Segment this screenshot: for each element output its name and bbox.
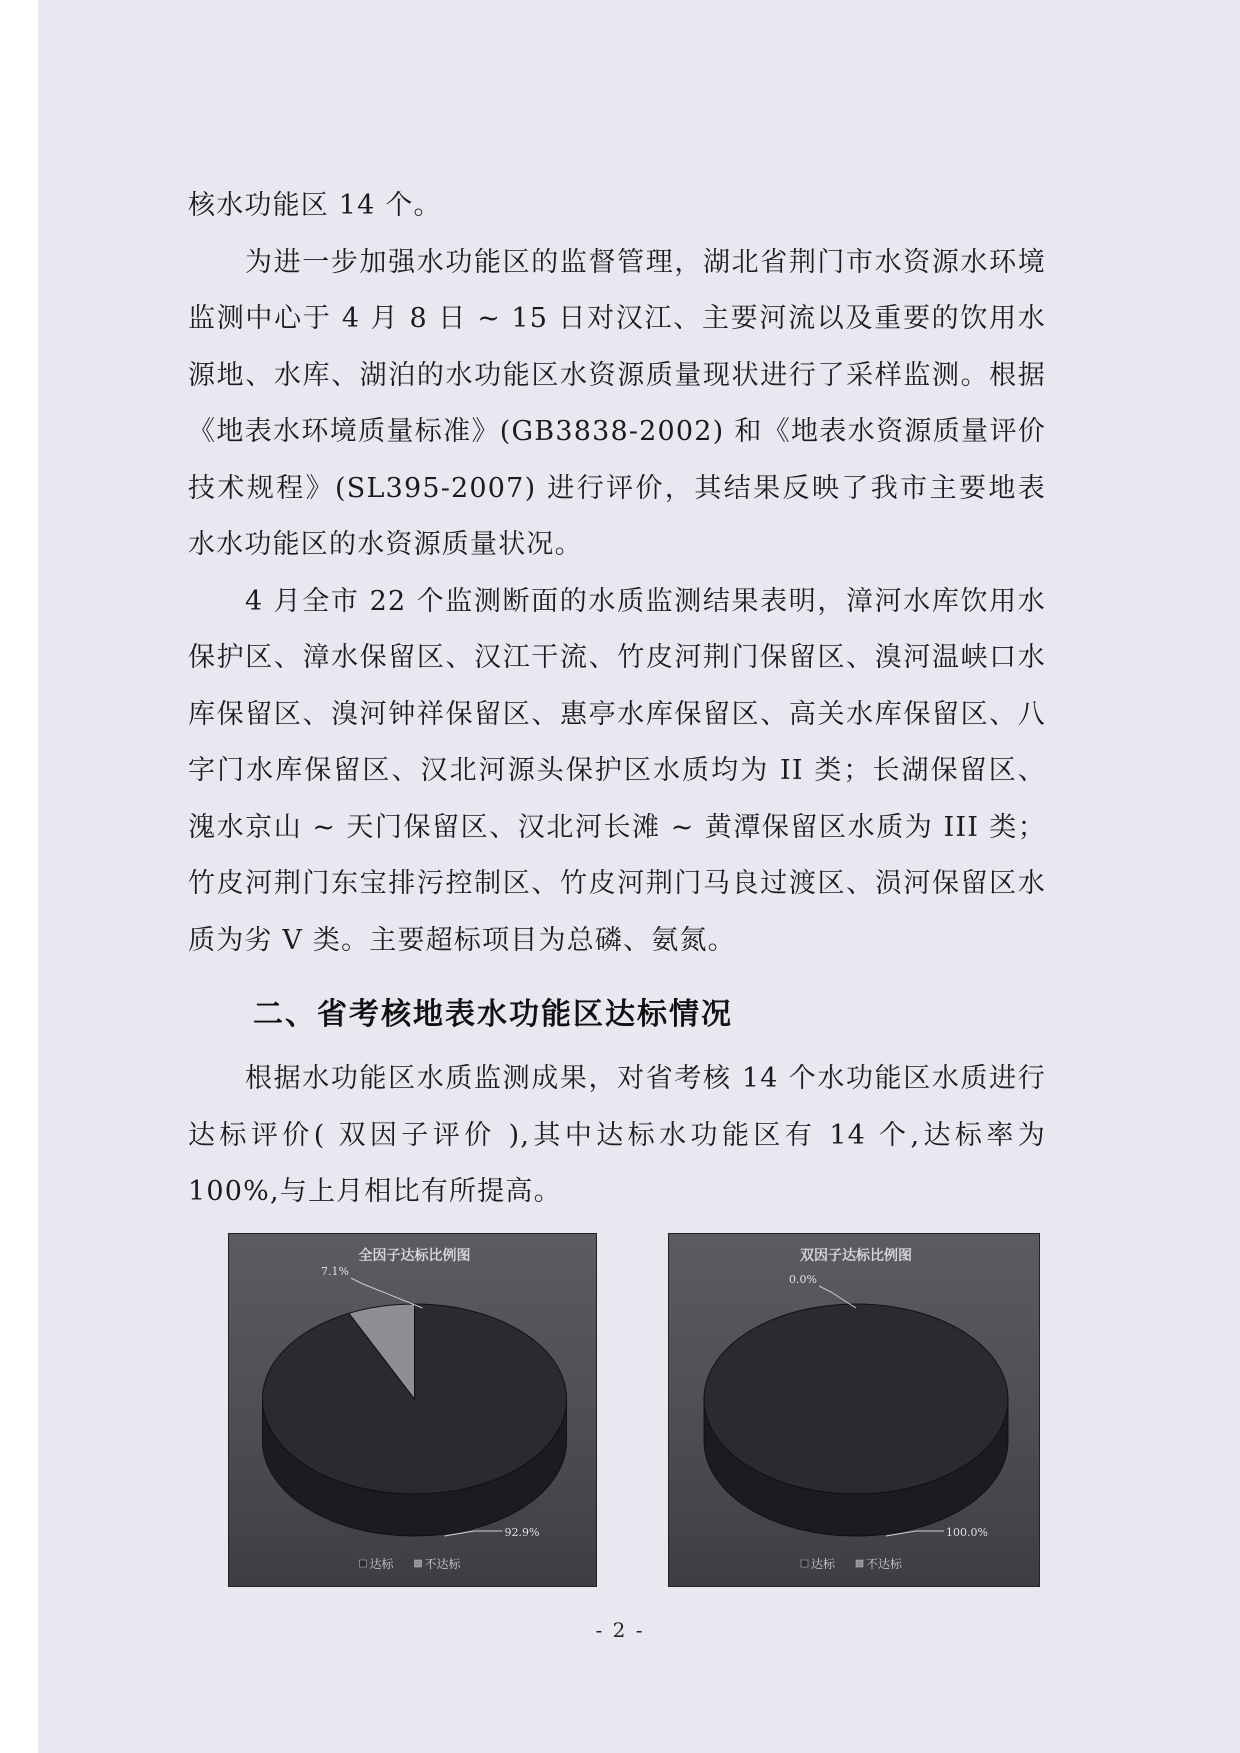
legend-label-pass: 达标 [811,1557,836,1571]
legend-swatch-fail [856,1560,863,1567]
data-label-fail: 0.0% [789,1273,817,1286]
legend-swatch-fail [415,1560,422,1567]
legend-swatch-pass [801,1560,808,1567]
paragraph-2: 为进一步加强水功能区的监督管理，湖北省荆门市水资源水环境监测中心于 4 月 8 日 ~ 15 日对汉江、主要河流以及重要的饮用水源地、水库、湖泊的水功能区水资源质量现状进行了采样监测。根据《地表水环境质量标准》(GB3838-2002) 和《地表水资源质量评价技术规程》(SL395-2007) 进行评价，其结果反映了我市主要地表水水功能区的水资源质量状况。 [188,246,1046,560]
legend-label-pass: 达标 [369,1557,394,1571]
chart-dual-factor-svg [669,1234,1039,1586]
data-label-fail: 7.1% [321,1265,349,1278]
leader-line-fail [351,1278,423,1308]
paragraph-1: 核水功能区 14 个。 [188,190,442,221]
page-number: - 2 - [595,1618,645,1642]
paragraph-4: 根据水功能区水质监测成果，对省考核 14 个水功能区水质进行达标评价( 双因子评价 ),其中达标水功能区有 14 个,达标率为 100%,与上月相比有所提高。 [188,1063,1046,1207]
legend-label-fail: 不达标 [424,1557,461,1571]
data-label-pass: 100.0% [946,1526,988,1539]
chart-title: 双因子达标比例图 [800,1248,912,1264]
chart-dual-factor [668,1233,1040,1587]
body-text-top [188,178,1046,969]
chart-title: 全因子达标比例图 [358,1248,471,1264]
section-heading: 二、省考核地表水功能区达标情况 [253,997,733,1032]
legend-swatch-pass [360,1560,367,1567]
pie-slice-pass [704,1304,1008,1494]
data-label-pass: 92.9% [504,1526,540,1539]
chart-all-factor [228,1233,597,1587]
chart-all-factor-svg [229,1234,596,1586]
legend-label-fail: 不达标 [866,1557,903,1571]
body-text-bottom [188,1051,1046,1221]
paragraph-3: 4 月全市 22 个监测断面的水质监测结果表明，漳河水库饮用水保护区、漳水保留区、汉江干流、竹皮河荆门保留区、溴河温峡口水库保留区、溴河钟祥保留区、惠亭水库保留区、高关水库保留区、八字门水库保留区、汉北河源头保护区水质均为 II 类；长湖保留区、溾水京山 ~ 天门保留区、汉北河长滩 ~ 黄潭保留区水质为 III 类；竹皮河荆门东宝排污控制区、竹皮河荆门马良过渡区、涢河保留区水质为劣 V 类。主要超标项目为总磷、氨氮。 [188,585,1046,956]
